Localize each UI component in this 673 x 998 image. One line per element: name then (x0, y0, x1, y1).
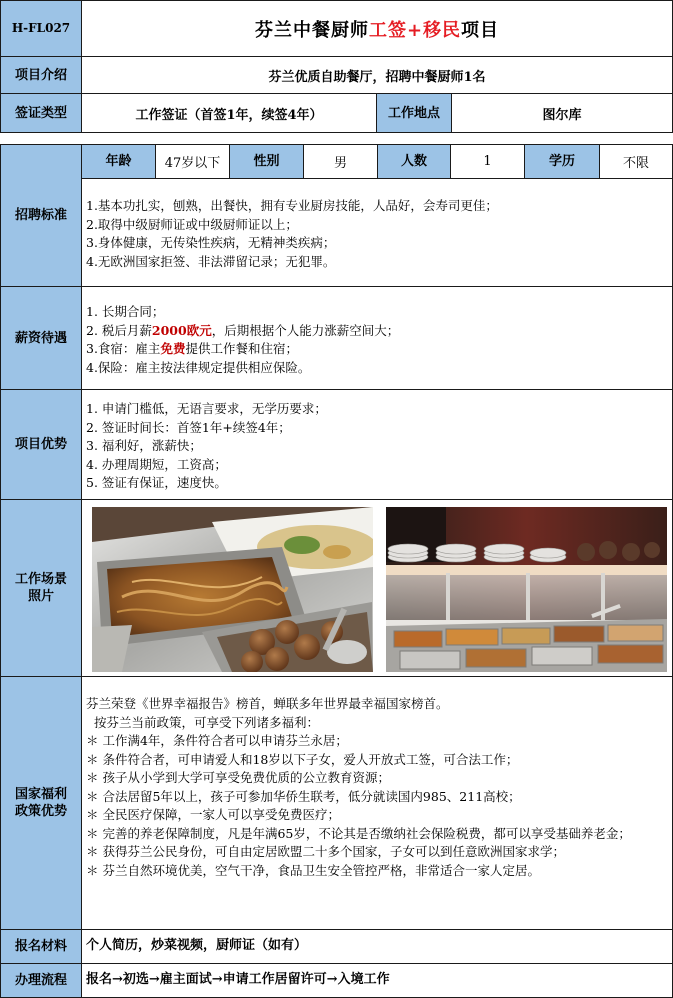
advantages-content (81, 389, 673, 500)
welfare-item: ＊ 工作满4年，条件符合者可以申请芬兰永居； (86, 733, 348, 748)
advantage-item: 4. 办理周期短，工资高； (86, 456, 227, 472)
salary-item (86, 322, 666, 341)
title-part-2: 项目 (461, 19, 500, 41)
buffet-counter-image (386, 507, 667, 672)
education-label: 学历 (524, 144, 600, 179)
welfare-item: ＊ 孩子从小学到大学可享受免费优质的公立教育资源； (86, 770, 390, 785)
salary-free-highlight: 免费 (160, 341, 186, 356)
salary-label: 薪资待遇 (0, 286, 82, 390)
visa-type-value: 工作签证（首签1年，续签4年） (81, 93, 377, 133)
gender-label: 性别 (229, 144, 304, 179)
page-title (81, 0, 673, 57)
welfare-item: 芬兰荣登《世界幸福报告》榜首，蝉联多年世界最幸福国家榜首。 (86, 696, 449, 711)
education-value: 不限 (599, 144, 673, 179)
work-location-label: 工作地点 (376, 93, 452, 133)
recruit-item: 3.身体健康，无传染性疾病，无精神类疾病； (86, 235, 336, 250)
gender-value: 男 (303, 144, 378, 179)
title-part-1: 芬兰中餐厨师 (254, 19, 369, 41)
age-value: 47岁以下 (155, 144, 230, 179)
count-value: 1 (450, 144, 525, 179)
welfare-content (81, 676, 673, 930)
advantage-item: 5. 签证有保证，速度快。 (86, 475, 227, 491)
work-location-value: 图尔库 (451, 93, 673, 133)
advantages-label: 项目优势 (0, 389, 82, 500)
welfare-item: ＊ 芬兰自然环境优美，空气干净，食品卫生安全管控严格，非常适合一家人定居。 (86, 862, 540, 878)
process-label: 办理流程 (0, 963, 82, 998)
recruit-label: 招聘标准 (0, 144, 82, 287)
recruit-item: 2.取得中级厨师证或中级厨师证以上； (86, 216, 298, 232)
recruit-item: 4.无欧洲国家拒签、非法滞留记录；无犯罪。 (86, 253, 336, 269)
welfare-label: 国家福利政策优势 (0, 676, 82, 930)
salary-content (81, 286, 673, 390)
photos-label: 工作场景照片 (0, 499, 82, 677)
buffet-noodles-photo (92, 507, 373, 672)
count-label: 人数 (377, 144, 451, 179)
title-highlight: 工签+移民 (368, 19, 462, 41)
buffet-counter-photo (386, 507, 667, 672)
salary-text: 3.食宿：雇主 (86, 341, 161, 356)
welfare-item: ＊ 条件符合者，可申请爱人和18岁以下子女，爱人开放式工签，可合法工作； (86, 751, 519, 767)
recruit-content (81, 178, 673, 287)
materials-value: 个人简历，炒菜视频，厨师证（如有） (81, 929, 673, 964)
salary-text: 提供工作餐和住宿； (185, 341, 298, 356)
buffet-noodles-image (92, 507, 373, 672)
advantage-item: 3. 福利好，涨薪快； (86, 438, 202, 454)
process-value: 报名→初选→雇主面试→申请工作居留许可→入境工作 (81, 963, 673, 998)
age-label: 年龄 (81, 144, 156, 179)
welfare-item: ＊ 获得芬兰公民身份，可自由定居欧盟二十多个国家，子女可以到任意欧洲国家求学； (86, 844, 565, 859)
welfare-item: ＊ 合法居留5年以上，孩子可参加华侨生联考，低分就读国内985、211高校； (86, 788, 521, 804)
intro-value: 芬兰优质自助餐厅，招聘中餐厨师1名 (81, 56, 673, 94)
salary-text: ，后期根据个人能力涨薪空间大； (211, 322, 400, 338)
intro-label: 项目介绍 (0, 56, 82, 94)
salary-amount: 2000欧元 (151, 322, 212, 338)
salary-item: 4.保险：雇主按法律规定提供相应保险。 (86, 359, 311, 375)
salary-text: 2. 税后月薪 (86, 322, 152, 338)
advantage-item: 2. 签证时间长：首签1年+续签4年； (86, 419, 291, 435)
welfare-item: 按芬兰当前政策，可享受下列诸多福利： (86, 714, 319, 730)
project-code: H-FL027 (0, 0, 82, 57)
visa-type-label: 签证类型 (0, 93, 82, 133)
advantage-item: 1. 申请门槛低，无语言要求，无学历要求； (86, 401, 327, 417)
materials-label: 报名材料 (0, 929, 82, 964)
salary-item: 1. 长期合同； (86, 304, 165, 319)
welfare-item: ＊ 全民医疗保障，一家人可以享受免费医疗； (86, 807, 340, 822)
recruit-item: 1.基本功扎实，刨熟，出餐快，拥有专业厨房技能，人品好，会寿司更佳； (86, 198, 498, 213)
welfare-item: ＊ 完善的养老保障制度，凡是年满65岁，不论其是否缴纳社会保险税费，都可以享受基础养老金； (86, 825, 631, 841)
salary-item (86, 340, 666, 359)
